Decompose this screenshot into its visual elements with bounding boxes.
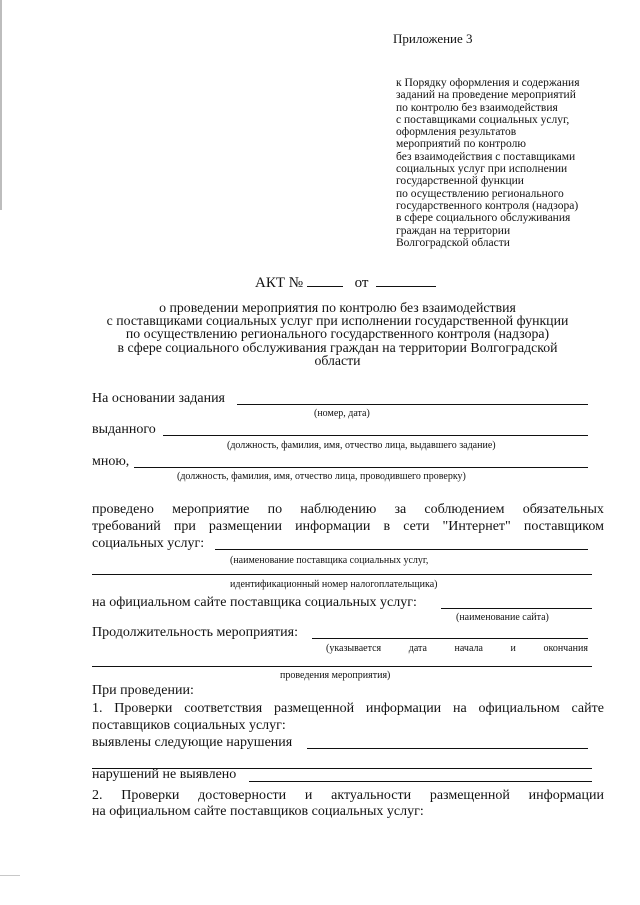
appendix-line: государственного контроля (надзора)	[396, 199, 579, 212]
word: соответствия	[184, 701, 263, 716]
act-date-label: от	[354, 275, 369, 291]
word: 2.	[92, 788, 103, 803]
word: сети	[403, 519, 430, 534]
no-violations-label: нарушений не выявлено	[92, 767, 237, 782]
act-date-field[interactable]	[376, 274, 436, 287]
appendix-line: Волгоградской области	[396, 236, 510, 249]
site-label: на официальном сайте поставщика социальных услуг:	[92, 595, 417, 610]
word: при	[173, 519, 196, 534]
word: официальном	[478, 701, 560, 716]
issued-label: выданного	[92, 422, 156, 437]
word: поставщиком	[523, 519, 604, 534]
appendix-line: государственной функции	[396, 175, 524, 188]
event-line-2	[92, 518, 604, 535]
appendix-line: заданий на проведение мероприятий	[396, 89, 576, 102]
check1-line-1	[92, 700, 604, 717]
event-line-1	[92, 501, 604, 518]
hint-word: и	[510, 643, 516, 654]
site-field[interactable]	[441, 608, 592, 609]
provider-hint: (наименование поставщика социальных услуг,	[230, 555, 429, 566]
hint-word: начала	[454, 643, 483, 654]
appendix-line: социальных услуг при исполнении	[396, 163, 568, 176]
word: информации	[528, 788, 604, 803]
act-subtitle-line: по осуществлению регионального государственного контроля (надзора)	[125, 326, 550, 342]
act-number-field[interactable]	[307, 274, 343, 287]
duration-field-continued[interactable]	[92, 666, 592, 667]
word: в	[383, 519, 391, 534]
word: Проверки	[121, 788, 180, 803]
word: "Интернет"	[442, 519, 511, 534]
word: сайте	[571, 701, 604, 716]
site-hint: (наименование сайта)	[456, 612, 549, 623]
word: наблюдению	[300, 502, 377, 517]
check1-line-2: поставщиков социальных услуг:	[92, 718, 286, 733]
check2-line-2: на официальном сайте поставщиков социальных услуг:	[92, 804, 424, 819]
by-me-label: мною,	[92, 454, 130, 469]
basis-field[interactable]	[237, 404, 588, 405]
check2-line-1	[92, 787, 604, 804]
word: за	[394, 502, 407, 517]
hint-word: окончания	[543, 643, 588, 654]
no-violations-field[interactable]	[249, 781, 592, 782]
appendix-line: по контролю без взаимодействия	[396, 101, 558, 114]
appendix-line: по осуществлению регионального	[396, 187, 564, 200]
by-me-hint: (должность, фамилия, имя, отчество лица, проводившего проверку)	[177, 471, 466, 482]
inn-hint: идентификационный номер налогоплательщика)	[230, 579, 438, 590]
word: соблюдением	[424, 502, 505, 517]
duration-hint-2: проведения мероприятия)	[280, 670, 391, 681]
issued-field[interactable]	[163, 435, 588, 436]
act-subtitle-line: области	[314, 352, 361, 368]
appendix-line: с поставщиками социальных услуг,	[396, 113, 570, 126]
duration-field[interactable]	[312, 638, 588, 639]
act-title	[255, 274, 436, 292]
basis-hint: (номер, дата)	[314, 408, 370, 419]
during-label: При проведении:	[92, 683, 194, 698]
hint-word: (указывается	[326, 643, 382, 654]
basis-label: На основании задания	[92, 391, 225, 406]
issued-hint: (должность, фамилия, имя, отчество лица, выдавшего задание)	[227, 440, 496, 451]
appendix-line: в сфере социального обслуживания	[396, 212, 571, 225]
act-subtitle	[70, 301, 605, 367]
appendix-line: оформления результатов	[396, 126, 517, 139]
appendix-title: Приложение 3	[393, 31, 473, 46]
by-me-field[interactable]	[134, 467, 588, 468]
act-subtitle-line: с поставщиками социальных услуг при исполнении государственной функции	[106, 313, 569, 329]
provider-field[interactable]	[215, 549, 588, 550]
appendix-line: без взаимодействия с поставщиками	[396, 150, 576, 163]
appendix-body	[396, 77, 611, 249]
word: на	[452, 701, 467, 716]
word: обязательных	[522, 502, 604, 517]
hint-word: дата	[408, 643, 427, 654]
act-subtitle-line: о проведении мероприятия по контролю без взаимодействия	[159, 300, 516, 315]
scan-edge-mark	[0, 0, 2, 210]
duration-label: Продолжительность мероприятия:	[92, 625, 298, 640]
violations-found-field[interactable]	[307, 748, 588, 749]
scan-bottom-mark	[0, 875, 20, 876]
word: достоверности	[198, 788, 287, 803]
word: по	[267, 502, 283, 517]
appendix-line: граждан на территории	[396, 224, 511, 237]
appendix-line: мероприятий по контролю	[396, 138, 526, 151]
act-subtitle-line: в сфере социального обслуживания граждан на территории Волгоградской	[117, 339, 558, 355]
word: информации	[295, 519, 371, 534]
word: требований	[92, 519, 161, 534]
word: проведено	[92, 502, 154, 517]
duration-hint	[326, 643, 588, 655]
word: размещенной	[274, 701, 355, 716]
word: 1.	[92, 701, 103, 716]
word: размещенной	[429, 788, 510, 803]
appendix-line: к Порядку оформления и содержания	[396, 77, 580, 89]
word: мероприятие	[172, 502, 250, 517]
provider-field-continued[interactable]	[92, 574, 592, 575]
word: размещении	[208, 519, 283, 534]
word: и	[304, 788, 313, 803]
word: информации	[365, 701, 442, 716]
word: актуальности	[331, 788, 412, 803]
act-number-label: АКТ №	[255, 275, 304, 291]
word: Проверки	[114, 701, 173, 716]
violations-found-label: выявлены следующие нарушения	[92, 735, 293, 750]
event-line-3: социальных услуг:	[92, 536, 205, 551]
